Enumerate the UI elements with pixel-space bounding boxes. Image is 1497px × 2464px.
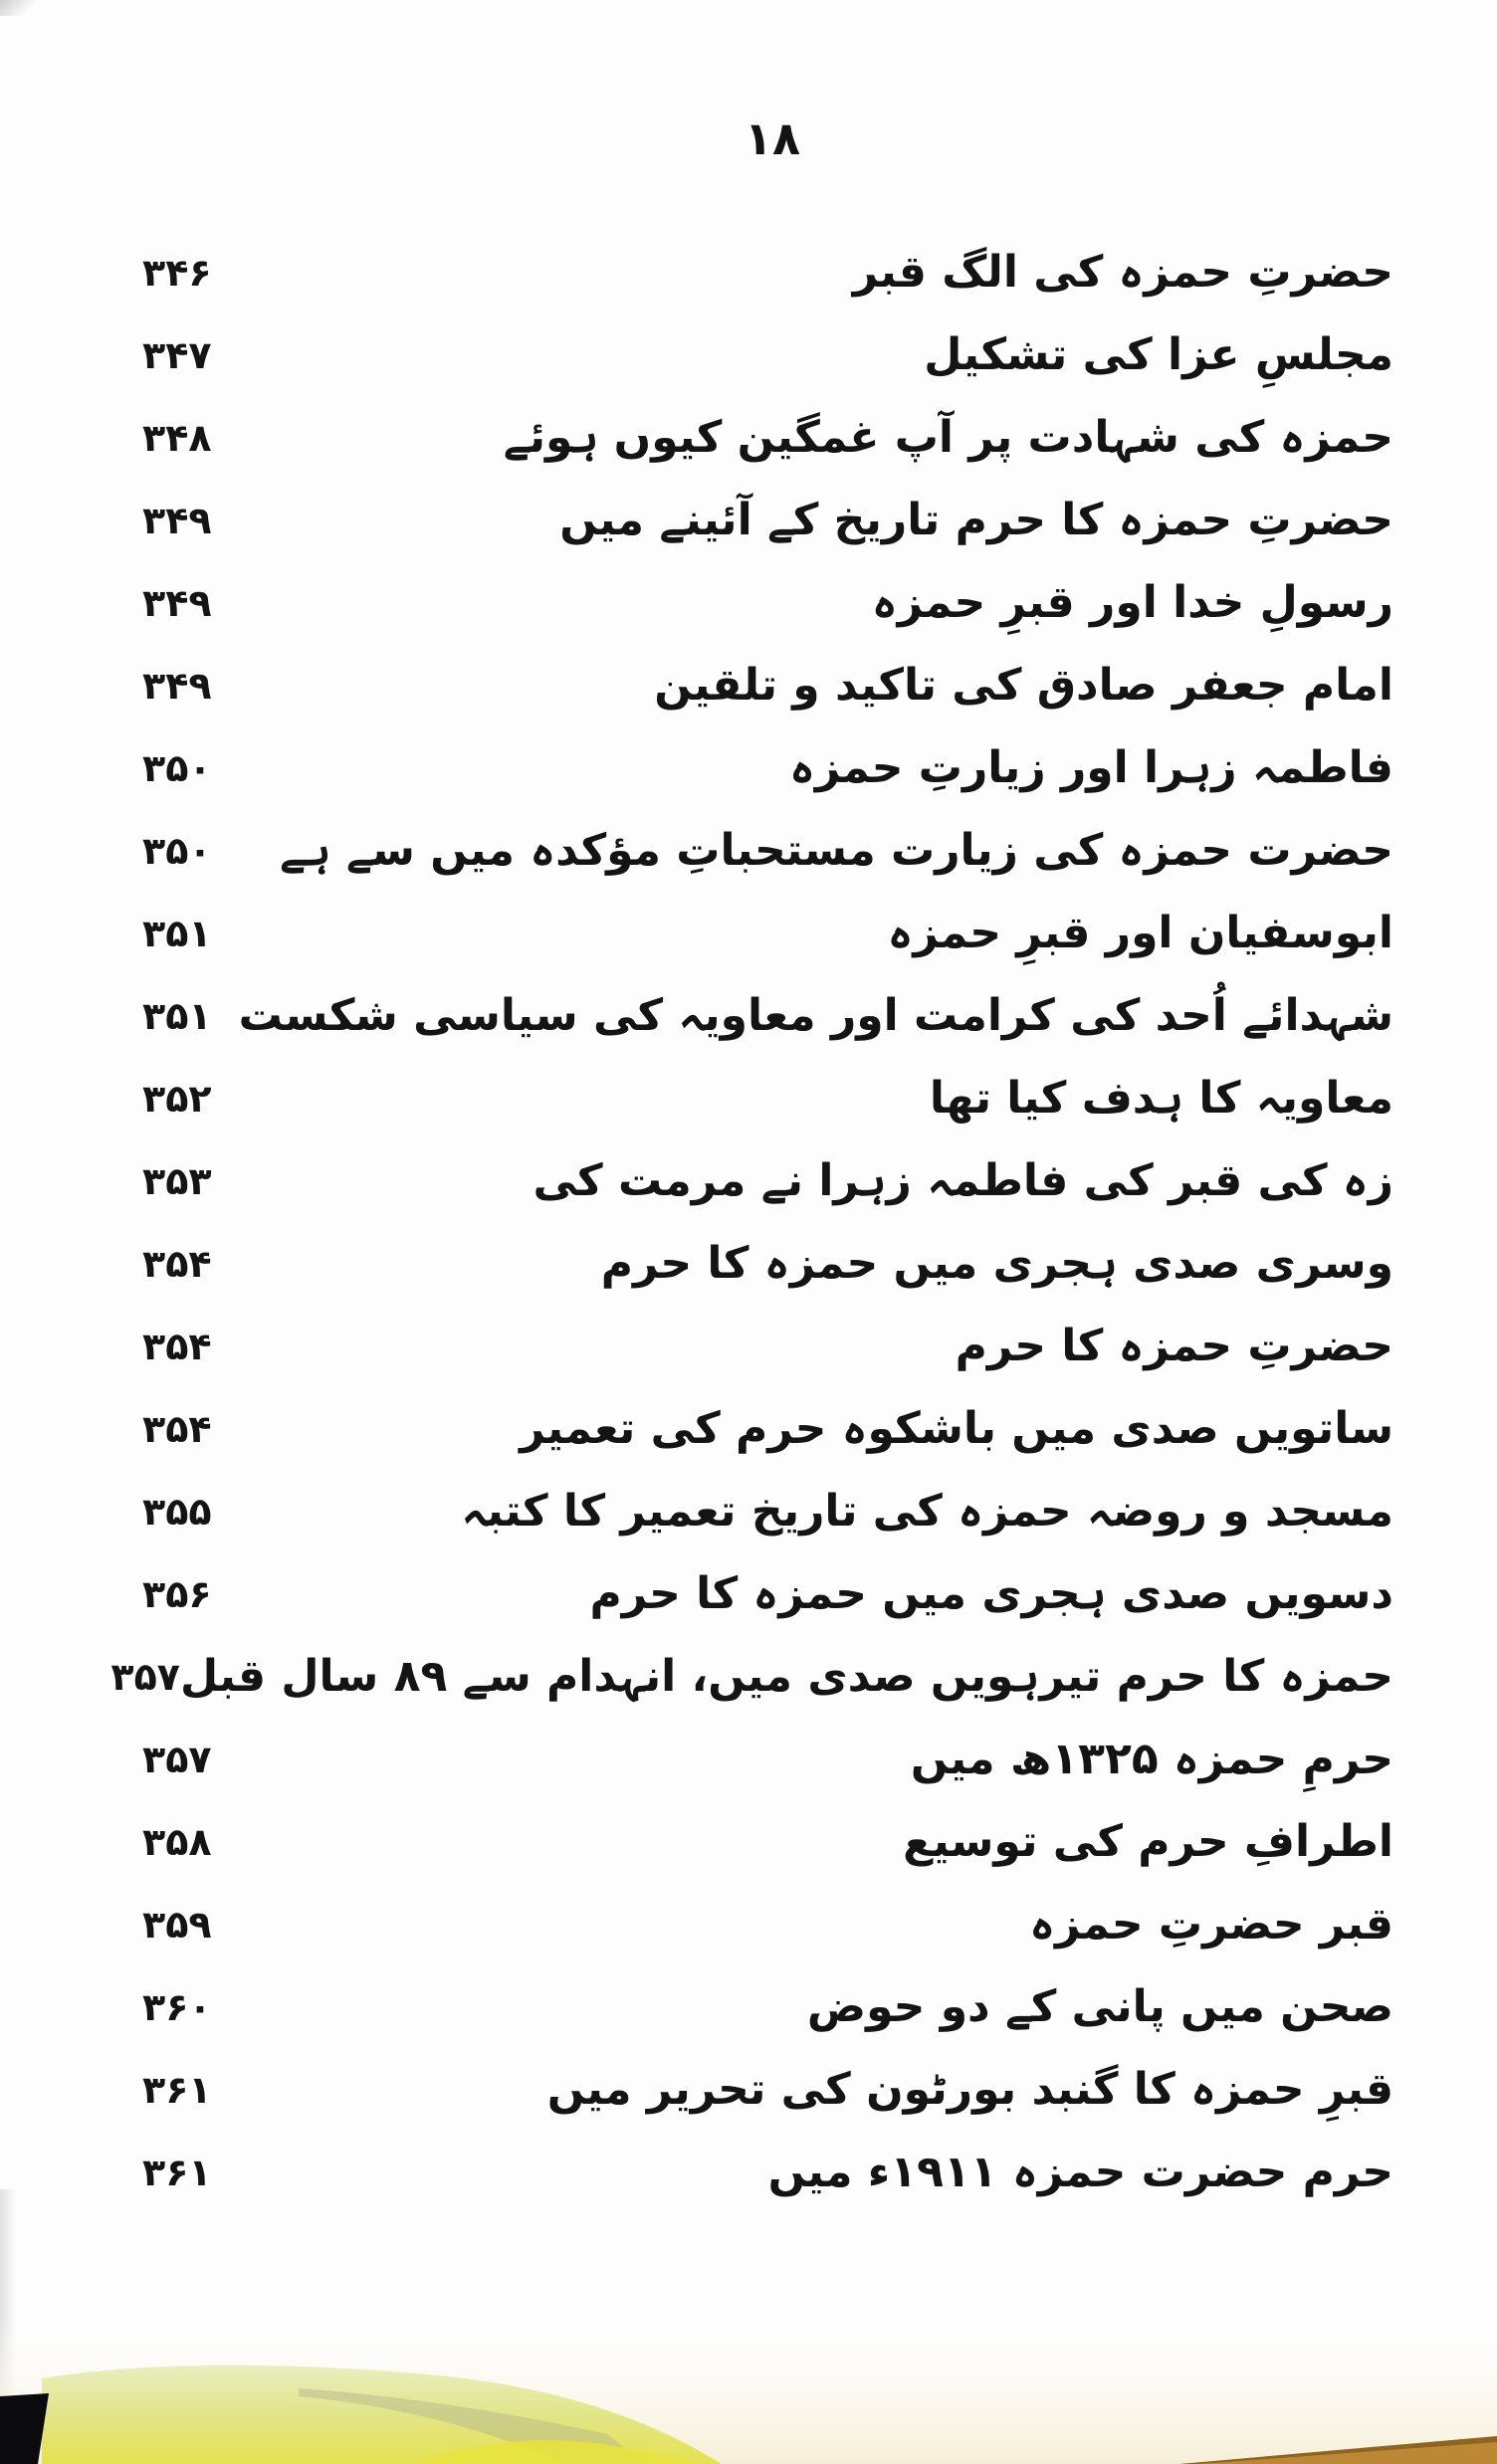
toc-entry-page: ۳۵۴: [142, 1406, 212, 1451]
toc-entry-title: زہ کی قبر کی فاطمہ زہرا نے مرمت کی: [533, 1155, 1393, 1206]
toc-entry-page: ۳۶۰: [142, 1984, 212, 2029]
toc-entry-title: فاطمہ زہرا اور زیارتِ حمزہ: [789, 742, 1393, 793]
toc-entry: [142, 1883, 1393, 1965]
toc-entry: [142, 1470, 1393, 1552]
toc-entry-page: ۳۵۶: [142, 1571, 212, 1616]
toc-entry: [142, 479, 1393, 561]
toc-entry-title: وسری صدی ہجری میں حمزہ کا حرم: [600, 1238, 1393, 1289]
toc-entry-title: حضرتِ حمزہ کا حرم: [955, 1321, 1393, 1371]
toc-entry-title: مسجد و روضہ حمزہ کی تاریخ تعمیر کا کتبہ: [461, 1486, 1393, 1537]
toc-entry-title: ابوسفیان اور قبرِ حمزہ: [887, 908, 1393, 958]
book-edge-scan-artifact: [0, 2315, 1497, 2464]
toc-entry: [142, 1057, 1393, 1139]
toc-entry: [142, 1222, 1393, 1305]
toc-entry-page: ۳۵۱: [142, 993, 212, 1038]
toc-entry-page: ۳۴۷: [142, 332, 212, 377]
toc-entry-page: ۳۵۵: [142, 1489, 212, 1534]
table-of-contents: [110, 231, 1393, 2213]
toc-entry-page: ۳۵۳: [142, 1158, 212, 1203]
toc-entry-page: ۳۵۰: [142, 828, 212, 873]
toc-entry-title: صحن میں پانی کے دو حوض: [806, 1981, 1393, 2032]
toc-entry: [142, 1800, 1393, 1883]
toc-entry-page: ۳۵۸: [142, 1819, 212, 1864]
toc-entry: [142, 1387, 1393, 1470]
toc-entry: [142, 1305, 1393, 1387]
toc-entry-page: ۳۴۹: [142, 580, 212, 625]
toc-entry-page: ۳۵۷: [110, 1654, 180, 1699]
toc-entry-title: رسولِ خدا اور قبرِ حمزہ: [871, 577, 1393, 628]
toc-entry-page: ۳۶۱: [142, 2150, 212, 2194]
page-number: ۱۸: [744, 111, 801, 165]
toc-entry-page: ۳۴۸: [142, 415, 212, 460]
toc-entry-page: ۳۴۶: [142, 250, 212, 295]
toc-entry-title: حمزہ کی شہادت پر آپ غمگین کیوں ہوئے: [503, 412, 1393, 463]
toc-entry-page: ۳۵۷: [142, 1737, 212, 1781]
toc-entry: [142, 726, 1393, 809]
toc-entry-title: قبر حضرتِ حمزہ: [1029, 1899, 1393, 1950]
toc-entry-page: ۳۵۱: [142, 911, 212, 955]
toc-entry: [142, 2048, 1393, 2131]
toc-entry-page: ۳۵۹: [142, 1902, 212, 1947]
scan-corner-artifact: [0, 0, 40, 16]
toc-entry-title: شہدائے اُحد کی کرامت اور معاویہ کی سیاسی شکست: [238, 990, 1393, 1041]
toc-entry: [110, 1635, 1393, 1718]
toc-entry-title: حضرت حمزہ کی زیارت مستحباتِ مؤکدہ میں سے ہے: [280, 825, 1393, 876]
toc-entry: [142, 231, 1393, 313]
toc-entry: [142, 561, 1393, 644]
toc-entry: [142, 313, 1393, 396]
toc-entry-title: حرمِ حمزہ ۱۳۲۵ھ میں: [910, 1734, 1393, 1784]
toc-entry: [142, 2131, 1393, 2213]
toc-entry-title: مجلسِ عزا کی تشکیل: [924, 329, 1393, 380]
toc-entry-page: ۳۵۴: [142, 1241, 212, 1286]
toc-entry-title: امام جعفر صادق کی تاکید و تلقین: [654, 660, 1393, 711]
toc-entry-title: حضرتِ حمزہ کی الگ قبر: [852, 247, 1393, 298]
toc-entry-title: حرم حضرت حمزہ ۱۹۱۱ء میں: [767, 2147, 1393, 2197]
toc-entry: [142, 1718, 1393, 1800]
toc-entry: [142, 396, 1393, 479]
toc-entry-page: ۳۴۹: [142, 498, 212, 542]
toc-entry-title: اطرافِ حرم کی توسیع: [903, 1816, 1393, 1867]
toc-entry-page: ۳۵۰: [142, 745, 212, 790]
toc-entry: [142, 1965, 1393, 2048]
toc-entry-title: قبرِ حمزہ کا گنبد بورٹون کی تحریر میں: [546, 2064, 1393, 2115]
toc-entry-title: ساتویں صدی میں باشکوہ حرم کی تعمیر: [520, 1403, 1393, 1454]
toc-entry-page: ۳۶۱: [142, 2067, 212, 2112]
toc-entry-page: ۳۴۹: [142, 663, 212, 708]
toc-entry-title: حمزہ کا حرم تیرہویں صدی میں، انہدام سے ۸۹ سال قبل: [179, 1651, 1393, 1702]
toc-entry-page: ۳۵۲: [142, 1076, 212, 1121]
toc-entry-title: معاویہ کا ہدف کیا تھا: [929, 1073, 1393, 1124]
toc-entry: [142, 892, 1393, 974]
toc-entry-page: ۳۵۴: [142, 1324, 212, 1368]
toc-entry: [142, 644, 1393, 726]
toc-entry: [142, 1139, 1393, 1222]
toc-entry: [142, 809, 1393, 892]
toc-entry: [142, 1552, 1393, 1635]
toc-entry-title: دسویں صدی ہجری میں حمزہ کا حرم: [589, 1568, 1393, 1619]
toc-entry-title: حضرتِ حمزہ کا حرم تاریخ کے آئینے میں: [559, 495, 1393, 545]
toc-entry: [142, 974, 1393, 1057]
